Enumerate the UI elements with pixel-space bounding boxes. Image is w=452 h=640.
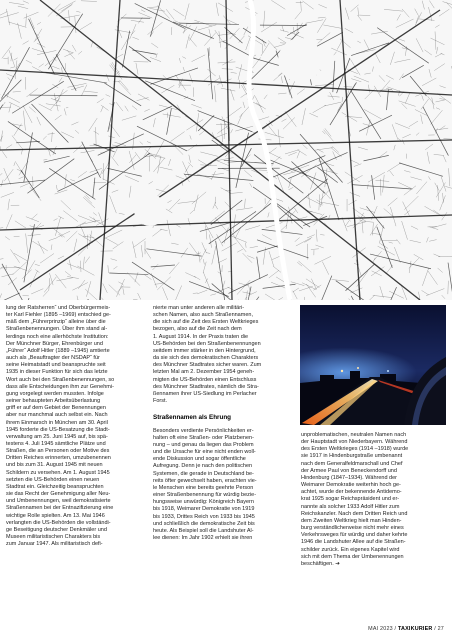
page-footer bbox=[368, 626, 444, 632]
article-column-2 bbox=[153, 305, 293, 542]
column-1-text: lung der Ratsherren“ und Oberbürgermeis- ter Karl Fiehler (1895 –1969) entschied ge- mäß dem „Führerprinzip“ alleine über die Straßenbenennungen. Über ihm stand al- lerdings noch eine allerhöchste Institution: Der Münchner Bürger, Ehrenbürger und „Führer“ Adolf Hitler (1889 –1945) amtierte auch als „Beauftragter der NSDAP“ für seine Heimatstadt und beanspruchte seit 1935 in dieser Funktion für sich das letzte Wort auch bei den Straßenbenennungen, so dass alle Entscheidungen ihm zur Genehmi- gung vorgelegt werden mussten. Infolge seiner behaupteten Arbeitsüberlastung griff er auf dem Gebiet der Benennungen aber nur manchmal auch selbst ein. Nach ihrem Einmarsch in München am 30. April 1945 forderte die US-Besatzung die Stadt- verwaltung am 25. Juni 1945 auf, bis spä- testens 4. Juli 1945 sämtliche Plätze und Straßen, die an Personen oder Motive des Dritten Reiches erinnerten, umzubenennen und bis zum 31. August 1945 mit neuen Schildern zu versehen. Am 1. August 1945 setzten die US-Behörden einen neuen Stadtrat ein. Gleichzeitig beanspruchten sie das Recht der Genehmigung aller Neu- und Umbenennungen, weil demokratisierte Straßennamen bei der Entnazifizierung eine wichtige Rolle spielten. Am 13. Mai 1946 verlangten die US-Behörden die vollständi- ge Beseitigung deutscher Denkmäler und Museen militaristischen Charakters bis zum Januar 1947. Als militaristisch defi- bbox=[6, 305, 115, 548]
article-column-1 bbox=[6, 305, 146, 548]
footer-magazine-name: TAXIKURIER bbox=[397, 626, 433, 632]
city-street-map-image bbox=[0, 0, 452, 300]
footer-issue: MAI 2023 / bbox=[368, 626, 398, 632]
column-2-text-continued: Besonders verdiente Persönlichkeiten er- halten oft eine Straßen- oder Platzbenen- nung – und genau da liegen das Problem und die Ursache für eine nicht enden woll- ende Diskussion und sogar öffentliche Aufregung. Denn je nach den politischen Systemen, die gerade in Deutschland be- reits öfter gewechselt haben, erachten vie- le Menschen eine bereits geehrte Person einer Straßenbenennung für würdig bezie- hungsweise unwürdig: Königreich Bayern bis 1918, Weimarer Demokratie von 1919 bis 1933, Drittes Reich von 1933 bis 1945 und schließlich die demokratische Zeit bis heute. Als Beispiel soll die Landshuter Al- lee dienen: Im Jahr 1902 erhielt sie ihren bbox=[153, 427, 257, 542]
article-column-3 bbox=[301, 432, 441, 568]
section-heading: Straßennamen als Ehrung bbox=[153, 414, 232, 422]
footer-page-number: / 27 bbox=[432, 626, 444, 632]
column-3-text: unproblematischen, neutralen Namen nach der Hauptstadt von Niederbayern. Während des Ersten Weltkrieges (1914 –1918) wurde sie 1917 in Hindenburgstraße umbenannt nach dem Generalfeldmarschall und Chef der Armee Paul von Beneckendorff und Hindenburg (1847–1934). Während der Weimarer Demokratie weiterhin hoch ge- achtet, wurde der bekennende Antidemo- krat 1925 sogar Reichspräsident und er- nannte als solcher 1933 Adolf Hitler zum Reichskanzler. Nach dem Dritten Reich und dem Zweiten Weltkrieg hielt man Hinden- burg verständlicherweise nicht mehr eines Verkehrsweges für würdig und daher kehrte 1946 die Landshuter Allee auf die Straßen- schilder zurück. Ein eigenes Kapitel wird sich mit dem Thema der Umbenennungen beschäftigen. ➔ bbox=[301, 432, 409, 567]
night-traffic-photo bbox=[300, 305, 446, 425]
column-2-text: nierte man unter anderen alle militäri- schen Namen, also auch Straßennamen, die sich auf die Zeit des Ersten Weltkrieges bezogen, also auf die Zeit nach dem 1. August 1914. In der Praxis traten die US-Behörden bei den Straßenbenennungen seitdem immer stärker in den Hintergrund, da sie sich des demokratischen Charakters des Münchner Stadtrates sicher waren. Zum letzten Mal am 2. Dezember 1954 geneh- migten die US-Behörden einen Entschluss des Münchner Stadtrates, nämlich die Stra- ßennamen ihrer US-Siedlung im Perlacher Forst. bbox=[153, 305, 262, 405]
